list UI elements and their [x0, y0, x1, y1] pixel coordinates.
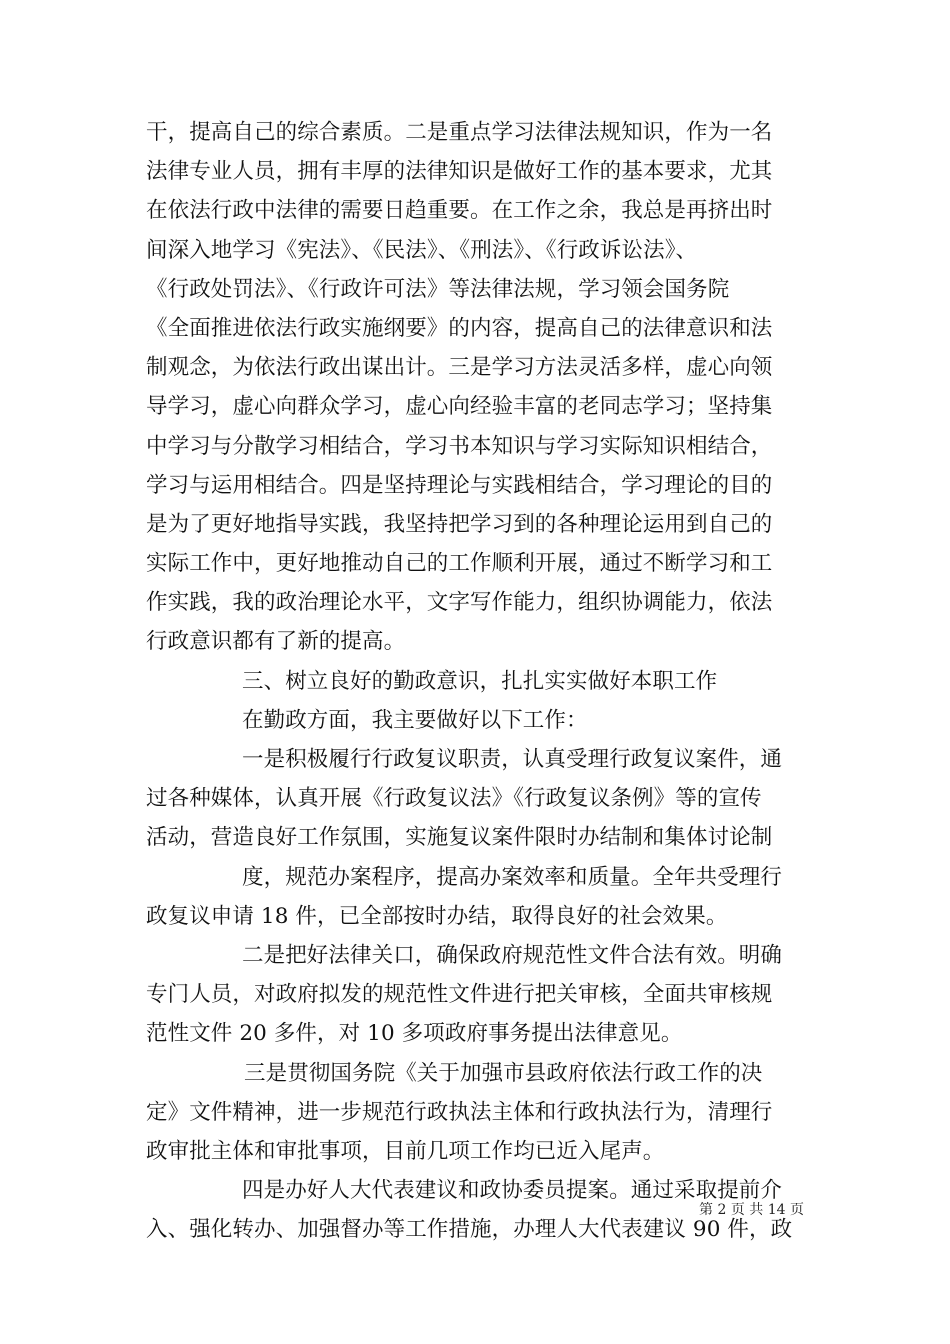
text-line: 专门人员，对政府拟发的规范性文件进行把关审核，全面共审核规 [146, 982, 773, 1008]
text-line: 二是把好法律关口，确保政府规范性文件合法有效。明确 [242, 942, 783, 968]
text-line: 间深入地学习《宪法》、《民法》、《刑法》、《行政诉讼法》、 [146, 237, 698, 263]
text-line: 一是积极履行行政复议职责，认真受理行政复议案件，通 [242, 747, 783, 772]
text-line: 度，规范办案程序，提高办案效率和质量。全年共受理行 [242, 864, 783, 890]
text-line: 定》文件精神，进一步规范行政执法主体和行政执法行为，清理行 [146, 1099, 773, 1125]
page-number: 第 2 页 共 14 页 [699, 1202, 804, 1218]
text-line: 范性文件 20 多件，对 10 多项政府事务提出法律意见。 [146, 1021, 683, 1047]
text-line: 《全面推进依法行政实施纲要》的内容，提高自己的法律意识和法 [146, 315, 773, 341]
text-line: 实际工作中，更好地推动自己的工作顺利开展，通过不断学习和工 [146, 551, 773, 577]
text-line: 法律专业人员，拥有丰厚的法律知识是做好工作的基本要求，尤其 [146, 159, 773, 185]
text-line: 学习与运用相结合。四是坚持理论与实践相结合，学习理论的目的 [146, 472, 773, 498]
text-line: 政复议申请 18 件，已全部按时办结，取得良好的社会效果。 [146, 903, 728, 929]
text-line: 四是办好人大代表建议和政协委员提案。通过采取提前介 [242, 1178, 783, 1204]
text-line: 过各种媒体，认真开展《行政复议法》《行政复议条例》等的宣传 [146, 786, 762, 812]
text-line: 导学习，虚心向群众学习，虚心向经验丰富的老同志学习；坚持集 [146, 394, 773, 420]
text-line: 行政意识都有了新的提高。 [146, 629, 406, 655]
text-line: 《行政处罚法》、《行政许可法》等法律法规，学习领会国务院 [146, 276, 730, 302]
text-line: 三是贯彻国务院《关于加强市县政府依法行政工作的决 [244, 1060, 763, 1086]
text-line: 制观念，为依法行政出谋出计。三是学习方法灵活多样，虚心向领 [146, 355, 773, 381]
text-line: 中学习与分散学习相结合，学习书本知识与学习实际知识相结合， [146, 433, 773, 459]
body-text [146, 113, 806, 1249]
text-line: 干，提高自己的综合素质。二是重点学习法律法规知识，作为一名 [146, 120, 773, 145]
text-line: 活动，营造良好工作氛围，实施复议案件限时办结制和集体讨论制 [146, 825, 773, 851]
section-heading: 三、树立良好的勤政意识，扎扎实实做好本职工作 [242, 668, 718, 694]
text-line: 在勤政方面，我主要做好以下工作： [242, 707, 588, 733]
text-line: 在依法行政中法律的需要日趋重要。在工作之余，我总是再挤出时 [146, 198, 773, 224]
text-line: 作实践，我的政治理论水平，文字写作能力，组织协调能力，依法 [146, 590, 773, 616]
text-line: 政审批主体和审批事项，目前几项工作均已近入尾声。 [146, 1138, 665, 1164]
text-line: 入、强化转办、加强督办等工作措施，办理人大代表建议 90 件，政 [146, 1217, 793, 1243]
text-line: 是为了更好地指导实践，我坚持把学习到的各种理论运用到自己的 [146, 511, 773, 537]
